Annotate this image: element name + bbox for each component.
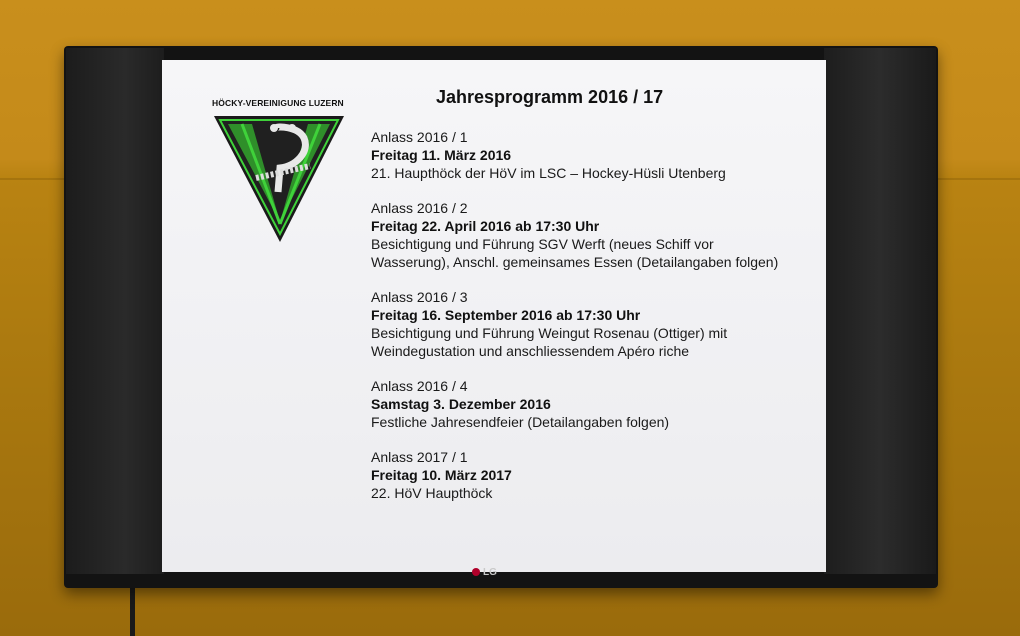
event-description: Besichtigung und Führung Weingut Rosenau (Ottiger) mit Weindegustation und anschliessendem Apéro riche: [371, 325, 728, 359]
event-item: [371, 199, 791, 271]
event-item: [371, 128, 791, 182]
club-logo-icon: [212, 112, 346, 246]
event-description: Festliche Jahresendfeier (Detailangaben folgen): [371, 414, 670, 430]
lg-logo-icon: [472, 568, 480, 576]
event-description: 21. Haupthöck der HöV im LSC – Hockey-Hüsli Utenberg: [371, 165, 726, 181]
event-item: [371, 288, 791, 360]
event-label: Anlass 2017 / 1: [371, 449, 468, 465]
club-name: HÖCKY-VEREINIGUNG LUZERN: [212, 98, 344, 108]
event-description: Besichtigung und Führung SGV Werft (neues Schiff vor Wasserung), Anschl. gemeinsames Essen (Detailangaben folgen): [371, 236, 779, 270]
event-label: Anlass 2016 / 3: [371, 289, 468, 305]
page-title: Jahresprogramm 2016 / 17: [436, 87, 664, 107]
tv-brand: LG: [483, 567, 497, 578]
event-date: Freitag 16. September 2016 ab 17:30 Uhr: [371, 307, 641, 323]
bezel-right: [824, 48, 936, 574]
event-label: Anlass 2016 / 1: [371, 129, 468, 145]
tv-brand-logo: [472, 567, 497, 578]
event-description: 22. HöV Haupthöck: [371, 485, 493, 501]
bezel-left: [66, 48, 164, 574]
event-item: [371, 448, 791, 502]
event-date: Freitag 11. März 2016: [371, 147, 512, 163]
event-date: Freitag 22. April 2016 ab 17:30 Uhr: [371, 218, 600, 234]
event-item: [371, 377, 791, 431]
event-label: Anlass 2016 / 2: [371, 200, 468, 216]
event-date: Samstag 3. Dezember 2016: [371, 396, 551, 412]
event-label: Anlass 2016 / 4: [371, 378, 468, 394]
event-list: [371, 128, 791, 519]
event-date: Freitag 10. März 2017: [371, 467, 512, 483]
